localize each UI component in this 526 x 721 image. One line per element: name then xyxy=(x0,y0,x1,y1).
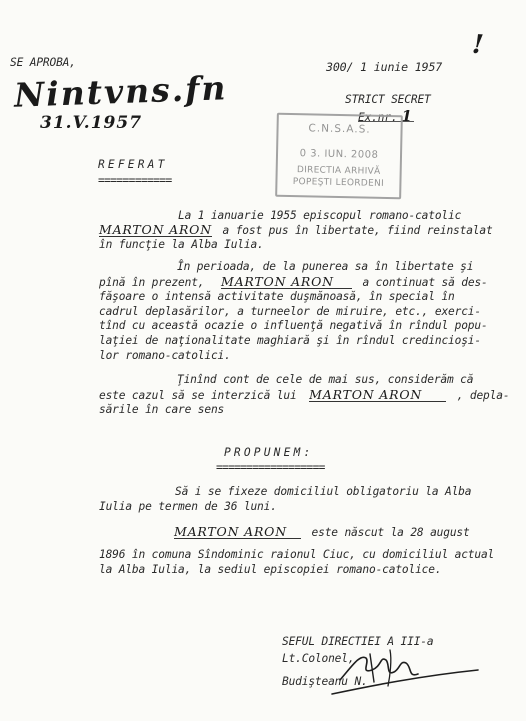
stamp-date: 0 3. IUN. 2008 xyxy=(299,148,379,161)
paragraph-2-line-2-text: a continuat să des- xyxy=(362,276,488,289)
signatory-rank: Lt.Colonel, xyxy=(282,652,355,665)
paragraph-2-line-3: făşoare o intensă activitate duşmănoasă, în special în xyxy=(99,290,455,303)
approval-signature: Nintvns.fn xyxy=(13,68,228,115)
paragraph-1-line-2 xyxy=(99,223,493,237)
paragraph-2-line-1: În perioada, de la punerea sa în libertate şi xyxy=(177,260,474,273)
stamp-line-1: C.N.S.A.S. xyxy=(308,122,371,136)
approval-date: 31.V.1957 xyxy=(40,113,143,133)
paragraph-5-line-1-text: este născut la 28 august xyxy=(311,526,470,539)
paragraph-3-line-2-text: , depla- xyxy=(456,389,510,402)
paragraph-2-line-6: laţiei de naţionalitate maghiară şi în rîndul credincioşi- xyxy=(99,334,481,347)
paragraph-1-line-1: La 1 ianuarie 1955 episcopul romano-catolic xyxy=(178,209,462,222)
subject-name: MARTON ARON xyxy=(174,525,301,539)
paragraph-3-line-3: sările în care sens xyxy=(99,403,225,416)
subject-name: MARTON ARON xyxy=(99,222,212,237)
paragraph-3-line-2-start: este cazul să se interzică lui xyxy=(99,389,297,402)
paragraph-2-line-2 xyxy=(99,275,488,289)
paragraph-3-line-1: Ţinînd cont de cele de mai sus, considerăm că xyxy=(177,373,474,386)
proposal-rule: ================== xyxy=(216,461,325,474)
paragraph-1-line-3: în funcţie la Alba Iulia. xyxy=(99,238,264,251)
title-rule: ============ xyxy=(98,174,172,187)
paragraph-4-line-2: Iulia pe termen de 36 luni. xyxy=(99,500,277,513)
approval-label: SE APROBA, xyxy=(10,56,76,69)
subject-name: MARTON ARON xyxy=(309,388,446,402)
archive-stamp xyxy=(275,113,403,200)
paragraph-2-line-7: lor romano-catolici. xyxy=(99,349,231,362)
margin-mark: ! xyxy=(470,29,485,61)
paragraph-5-line-2: 1896 în comuna Sîndominic raionul Ciuc, cu domiciliul actual xyxy=(99,548,495,561)
paragraph-4-line-1: Să i se fixeze domiciliul obligatoriu la Alba xyxy=(175,485,472,498)
stamp-line-4: POPEŞTI LEORDENI xyxy=(292,177,385,189)
signatory-name: Budişteanu N. xyxy=(282,675,368,688)
paragraph-5-line-3: la Alba Iulia, la sediul episcopiei romano-catolice. xyxy=(99,563,442,576)
proposal-title: PROPUNEM: xyxy=(224,446,314,459)
copy-label: Ex.nr. xyxy=(358,111,398,124)
document-number-date: 300/ 1 iunie 1957 xyxy=(326,60,443,74)
paragraph-3-line-2 xyxy=(99,388,509,402)
paragraph-2-line-2-start: pînă în prezent, xyxy=(99,276,205,289)
document-title: REFERAT xyxy=(98,158,168,171)
stamp-line-3: DIRECTIA ARHIVĂ xyxy=(296,165,381,177)
paragraph-5-line-1 xyxy=(174,525,470,539)
paragraph-2-line-5: tînd cu această ocazie o influenţă negativă în rîndul popu- xyxy=(99,319,488,332)
handwritten-signature xyxy=(330,636,490,696)
signatory-position: SEFUL DIRECTIEI A III-a xyxy=(282,635,434,648)
classification-label: STRICT SECRET xyxy=(345,93,431,106)
subject-name: MARTON ARON xyxy=(221,275,352,289)
copy-number-value: 1 xyxy=(401,107,412,125)
paragraph-2-line-4: cadrul deplasărilor, a turneelor de miruire, etc., exerci- xyxy=(99,305,481,318)
paragraph-1-line-2-text: a fost pus în libertate, fiind reinstalat xyxy=(222,224,493,237)
